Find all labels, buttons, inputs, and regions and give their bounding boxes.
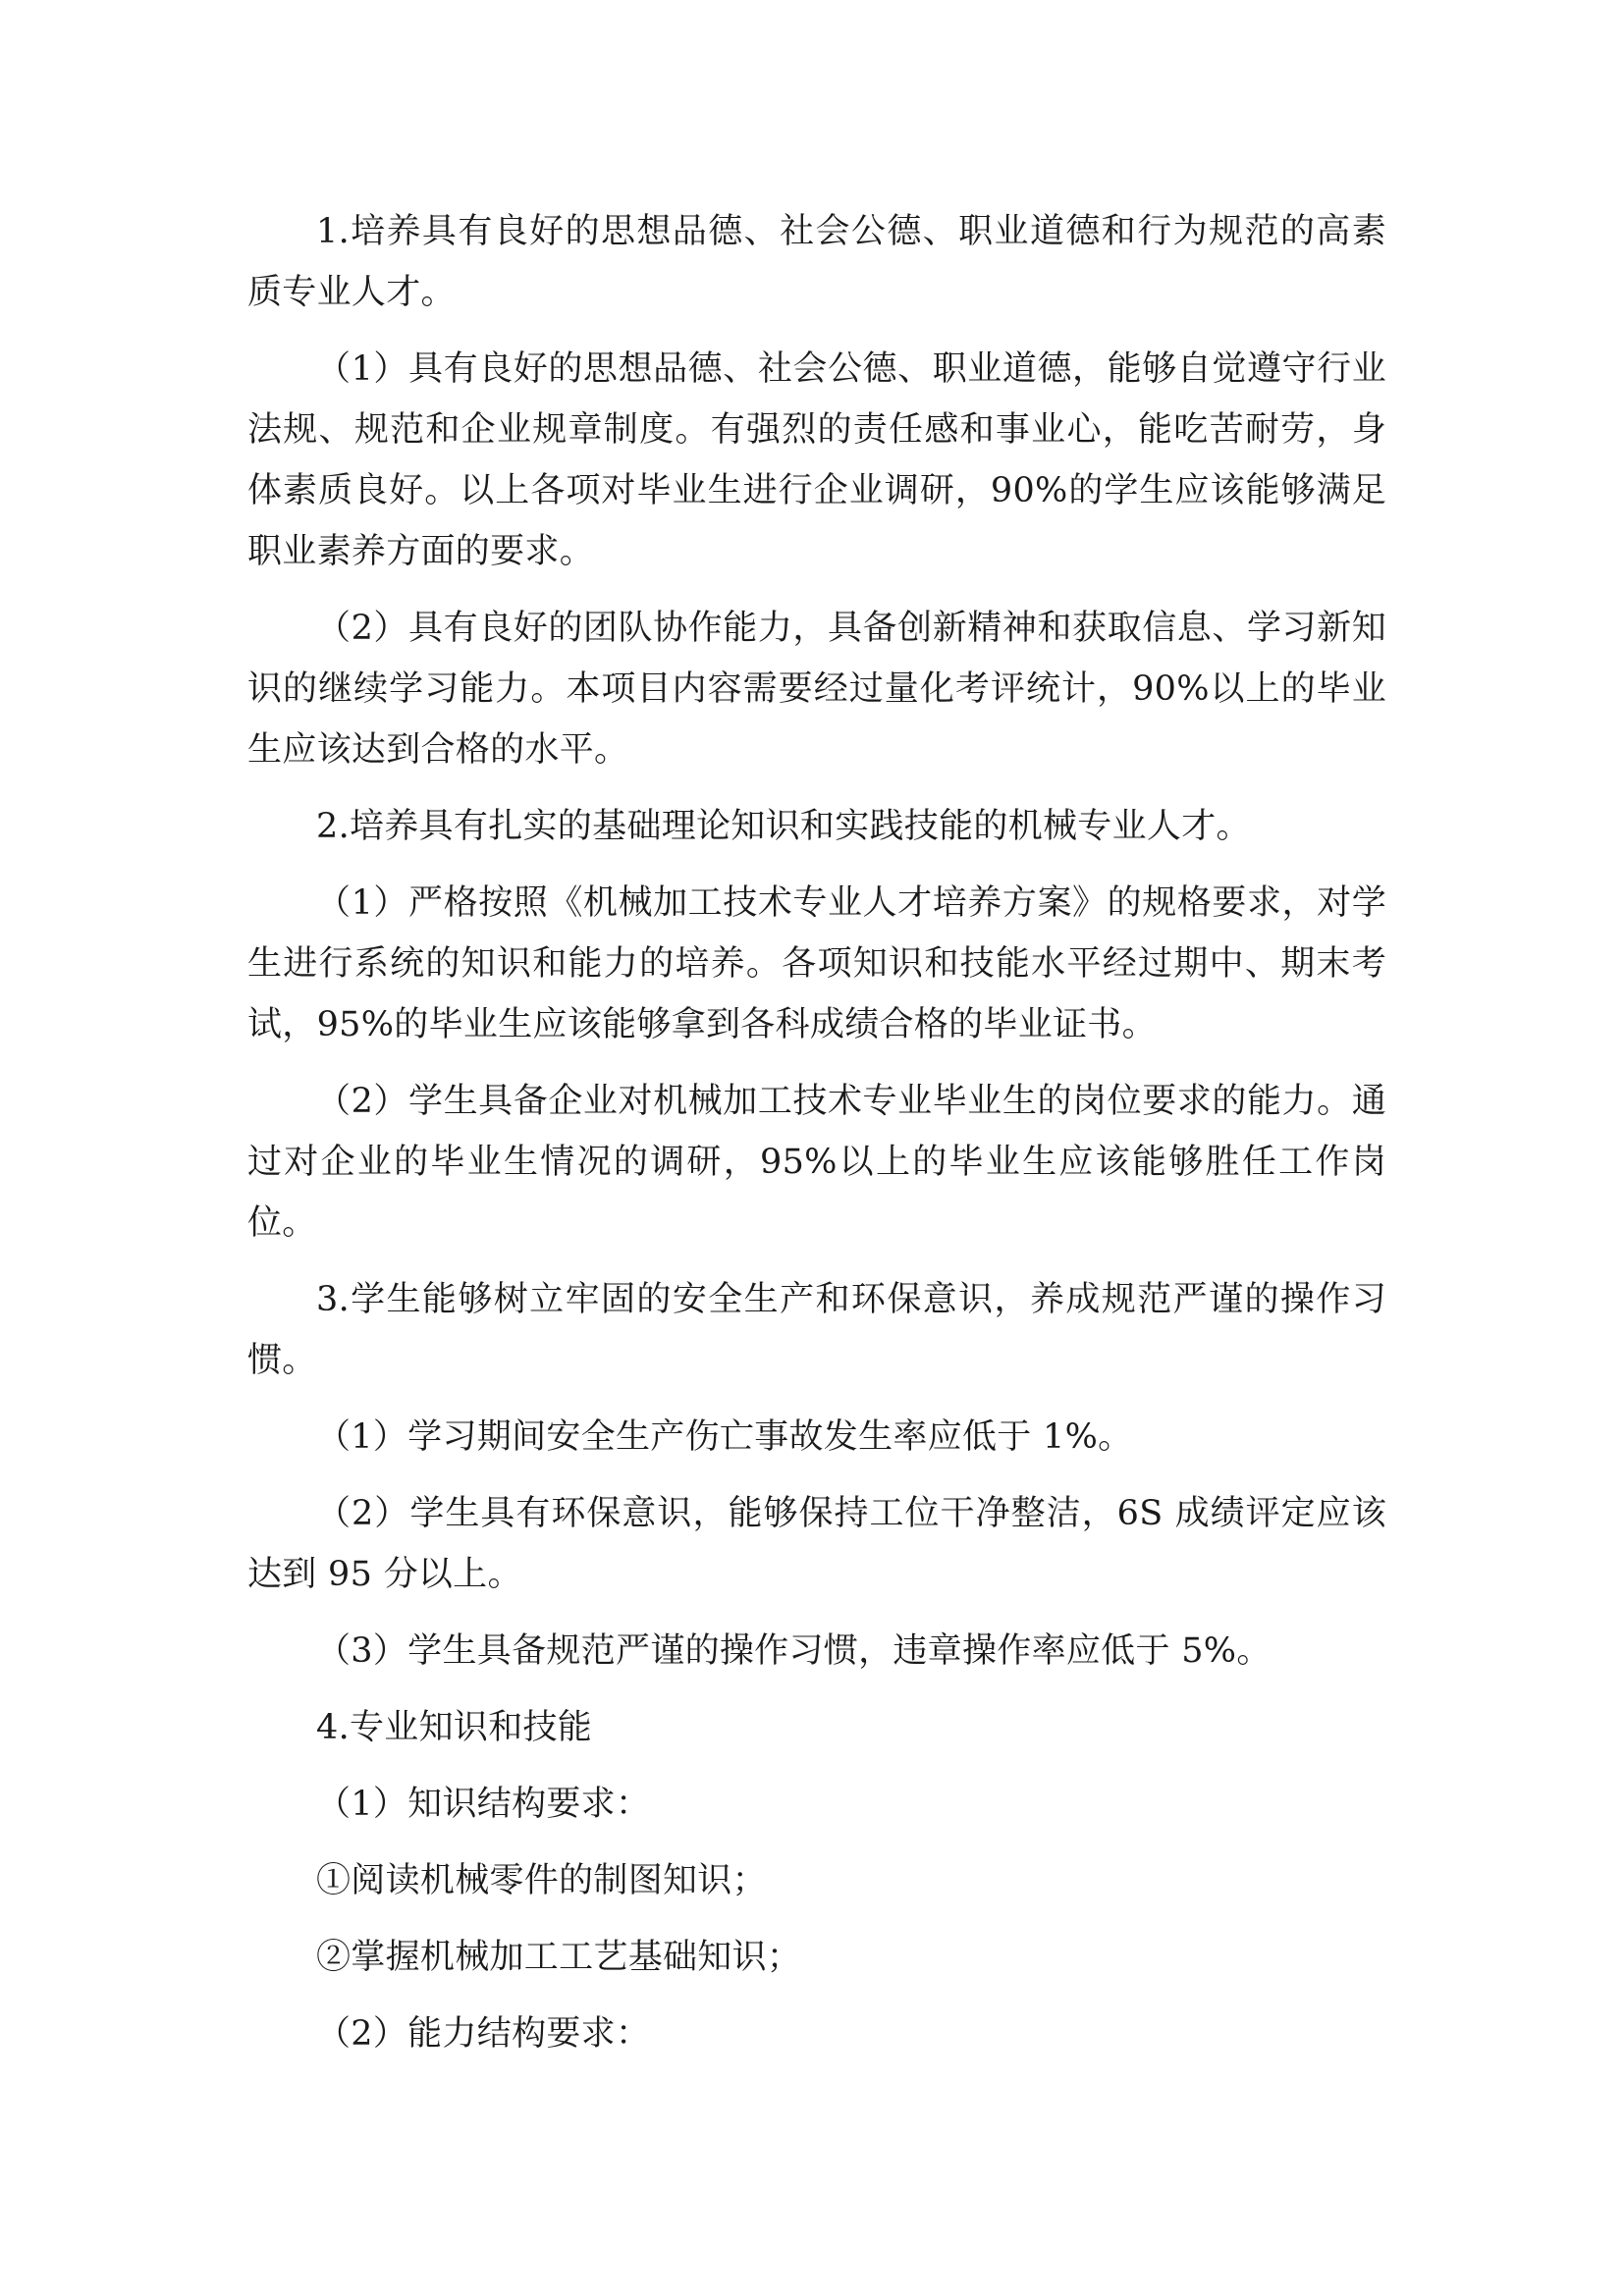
paragraph-goal-1: 1.培养具有良好的思想品德、社会公德、职业道德和行为规范的高素质专业人才。 (247, 212, 1386, 312)
paragraph-goal-4: 4.专业知识和技能 (316, 1708, 593, 1747)
paragraph-goal-3-item-3: （3）学生具备规范严谨的操作习惯，违章操作率应低于 5%。 (316, 1631, 1272, 1671)
paragraph-goal-3-item-2: （2）学生具有环保意识，能够保持工位干净整洁，6S 成绩评定应该达到 95 分以上。 (247, 1494, 1386, 1594)
paragraph-ability-structure: （2）能力结构要求： (316, 2014, 651, 2054)
paragraph-knowledge-item-1: ①阅读机械零件的制图知识； (316, 1861, 767, 1900)
paragraph-knowledge-structure: （1）知识结构要求： (316, 1785, 651, 1824)
paragraph-goal-1-item-1: （1）具有良好的思想品德、社会公德、职业道德，能够自觉遵守行业法规、规范和企业规章制度。有强烈的责任感和事业心，能吃苦耐劳，身体素质良好。以上各项对毕业生进行企业调研，90%的学生应该能够满足职业素养方面的要求。 (247, 349, 1386, 571)
paragraph-goal-2: 2.培养具有扎实的基础理论知识和实践技能的机械专业人才。 (316, 807, 1251, 846)
paragraph-goal-1-item-2: （2）具有良好的团队协作能力，具备创新精神和获取信息、学习新知识的继续学习能力。本项目内容需要经过量化考评统计，90%以上的毕业生应该达到合格的水平。 (247, 609, 1386, 770)
paragraph-knowledge-item-2: ②掌握机械加工工艺基础知识； (316, 1938, 802, 1977)
paragraph-goal-3: 3.学生能够树立牢固的安全生产和环保意识，养成规范严谨的操作习惯。 (247, 1280, 1386, 1380)
document-body (247, 201, 1386, 2064)
paragraph-goal-3-item-1: （1）学习期间安全生产伤亡事故发生率应低于 1%。 (316, 1417, 1133, 1457)
paragraph-goal-2-item-1: （1）严格按照《机械加工技术专业人才培养方案》的规格要求，对学生进行系统的知识和能力的培养。各项知识和技能水平经过期中、期末考试，95%的毕业生应该能够拿到各科成绩合格的毕业证书。 (247, 883, 1386, 1044)
paragraph-goal-2-item-2: （2）学生具备企业对机械加工技术专业毕业生的岗位要求的能力。通过对企业的毕业生情况的调研，95%以上的毕业生应该能够胜任工作岗位。 (247, 1082, 1386, 1243)
